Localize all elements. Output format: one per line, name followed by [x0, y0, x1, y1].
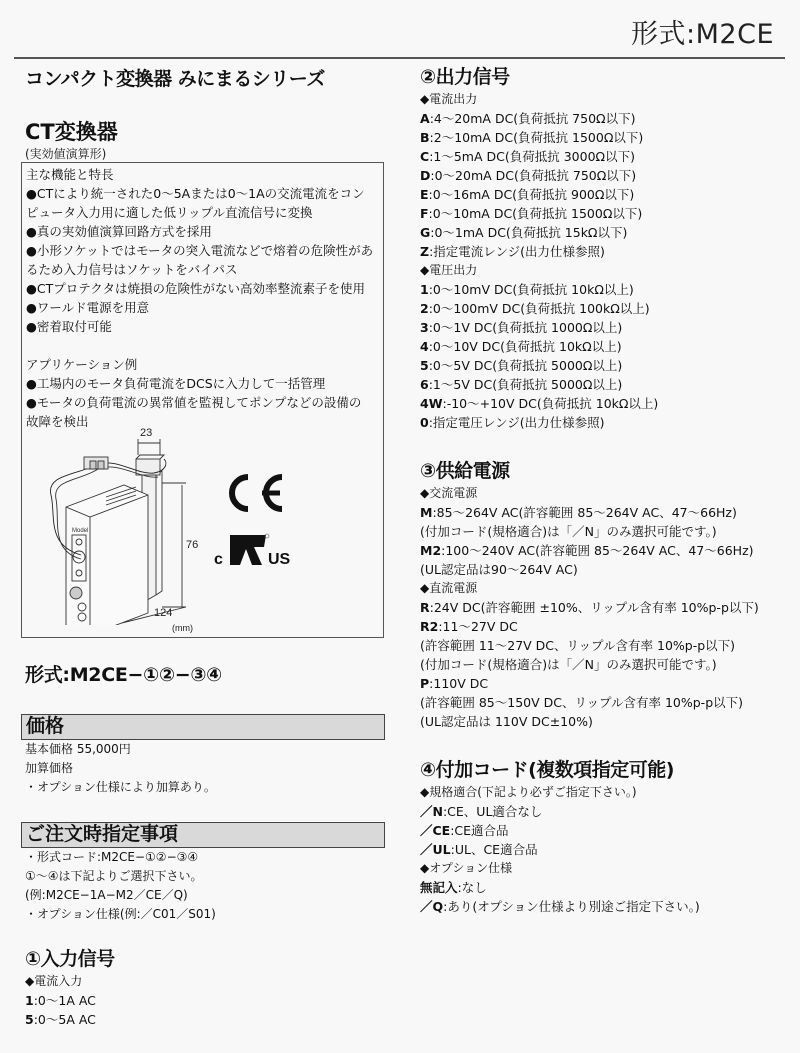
power-item: (付加コード(規格適合)は「／N」のみ選択可能です。) — [420, 524, 717, 539]
output-item: C:1～5mA DC(負荷抵抗 3000Ω以下) — [420, 149, 635, 164]
additional-code-heading: ④付加コード(複数項指定可能) — [420, 759, 674, 781]
power-item: (付加コード(規格適合)は「／N」のみ選択可能です。) — [420, 657, 717, 672]
feature-line: ●CTプロテクタは焼損の危険性がない高効率整流素子を使用 — [26, 281, 366, 296]
price-line: ・オプション仕様により加算あり。 — [25, 780, 216, 794]
output-item: 4W:-10～+10V DC(負荷抵抗 10kΩ以上) — [420, 396, 659, 411]
order-line: ・オプション仕様(例:／C01／S01) — [25, 907, 216, 921]
dim-width: 23 — [140, 427, 153, 439]
output-heading: ②出力信号 — [420, 66, 510, 88]
output-item: 4:0～10V DC(負荷抵抗 10kΩ以上) — [420, 339, 622, 354]
output-item: A:4～20mA DC(負荷抵抗 750Ω以下) — [420, 111, 636, 126]
product-subtitle: (実効値演算形) — [25, 147, 107, 161]
ce-mark-icon — [218, 471, 288, 515]
order-line: ・形式コード:M2CE−①②−③④ — [25, 850, 199, 864]
output-item: 0:指定電圧レンジ(出力仕様参照) — [420, 415, 605, 430]
right-column — [420, 64, 800, 916]
power-item: R2:11～27V DC — [420, 619, 518, 634]
application-line: ●モータの負荷電流の異常値を監視してポンプなどの設備の — [26, 395, 362, 410]
price-line: 基本価格 55,000円 — [25, 742, 131, 756]
dc-power-sub: ◆直流電源 — [420, 581, 478, 595]
output-item: D:0～20mA DC(負荷抵抗 750Ω以下) — [420, 168, 637, 183]
input-item: 5:0～5A AC — [25, 1012, 96, 1027]
output-item: 3:0～1V DC(負荷抵抗 1000Ω以上) — [420, 320, 623, 335]
features-heading: 主な機能と特長 — [26, 167, 114, 182]
feature-line: ●小形ソケットではモータの突入電流などで熔着の危険性があ — [26, 243, 374, 258]
additional-item: ／CE:CE適合品 — [420, 823, 509, 838]
power-heading: ③供給電源 — [420, 460, 510, 482]
order-block — [25, 848, 216, 924]
output-item: 5:0～5V DC(負荷抵抗 5000Ω以上) — [420, 358, 623, 373]
power-item: R:24V DC(許容範囲 ±10%、リップル含有率 10%p-p以下) — [420, 600, 759, 615]
power-item: (許容範囲 85～150V DC、リップル含有率 10%p-p以下) — [420, 695, 744, 710]
header-divider — [14, 57, 785, 59]
output-item: 1:0～10mV DC(負荷抵抗 10kΩ以上) — [420, 282, 634, 297]
power-item: M2:100～240V AC(許容範囲 85～264V AC、47～66Hz) — [420, 543, 754, 558]
additional-item: ／Q:あり(オプション仕様より別途ご指定下さい。) — [420, 899, 700, 914]
application-heading: アプリケーション例 — [26, 357, 138, 372]
feature-line: ●ワールド電源を用意 — [26, 300, 150, 315]
price-block — [25, 740, 216, 797]
current-output-sub: ◆電流出力 — [420, 92, 478, 106]
voltage-output-sub: ◆電圧出力 — [420, 263, 478, 277]
svg-text:Model: Model — [72, 528, 89, 534]
dim-unit: (mm) — [172, 623, 193, 633]
output-item: B:2～10mA DC(負荷抵抗 1500Ω以下) — [420, 130, 644, 145]
price-heading: 価格 — [21, 714, 385, 740]
additional-item: 無記入:なし — [420, 880, 487, 895]
options-sub: ◆オプション仕様 — [420, 861, 513, 875]
power-item: (許容範囲 11～27V DC、リップル含有率 10%p-p以下) — [420, 638, 736, 653]
power-item: (UL認定品は90～264V AC) — [420, 562, 578, 577]
standards-sub: ◆規格適合(下記より必ずご指定下さい。) — [420, 785, 637, 799]
output-item: F:0～10mA DC(負荷抵抗 1500Ω以下) — [420, 206, 643, 221]
additional-item: ／UL:UL、CE適合品 — [420, 842, 538, 857]
model-title: 形式:M2CE — [631, 19, 774, 50]
input-item: 1:0～1A AC — [25, 993, 96, 1008]
order-heading: ご注文時指定事項 — [21, 822, 385, 848]
input-heading: ①入力信号 — [25, 948, 115, 970]
series-title: コンパクト変換器 みにまるシリーズ — [25, 68, 325, 90]
power-item: P:110V DC — [420, 676, 489, 691]
feature-line: ●密着取付可能 — [26, 319, 112, 334]
ul-mark-icon: c US — [214, 533, 304, 573]
product-title: CT変換器 — [25, 120, 118, 144]
dim-depth: 124 — [154, 607, 173, 619]
application-line: 故障を検出 — [26, 414, 89, 429]
feature-line: ●CTにより統一された0～5Aまたは0～1Aの交流電流をコン — [26, 186, 365, 201]
feature-line: るため入力信号はソケットをバイパス — [26, 262, 238, 277]
output-item: Z:指定電流レンジ(出力仕様参照) — [420, 244, 605, 259]
product-figure — [36, 427, 376, 633]
order-line: (例:M2CE−1A−M2／CE／Q) — [25, 888, 188, 902]
form-code-heading: 形式:M2CE−①②−③④ — [25, 664, 222, 686]
input-sub: ◆電流入力 — [25, 974, 83, 988]
input-signal-block — [25, 946, 115, 1029]
feature-line: ●真の実効値演算回路方式を採用 — [26, 224, 212, 239]
output-item: E:0～16mA DC(負荷抵抗 900Ω以下) — [420, 187, 635, 202]
ac-power-sub: ◆交流電源 — [420, 486, 478, 500]
feature-line: ピュータ入力用に適した低リップル直流信号に変換 — [26, 205, 313, 220]
output-item: 2:0～100mV DC(負荷抵抗 100kΩ以上) — [420, 301, 650, 316]
feature-box — [21, 162, 384, 638]
output-item: 6:1～5V DC(負荷抵抗 5000Ω以上) — [420, 377, 623, 392]
output-item: G:0～1mA DC(負荷抵抗 15kΩ以下) — [420, 225, 628, 240]
application-line: ●工場内のモータ負荷電流をDCSに入力して一括管理 — [26, 376, 326, 391]
power-item: M:85～264V AC(許容範囲 85～264V AC、47～66Hz) — [420, 505, 737, 520]
left-column — [25, 64, 385, 163]
power-item: (UL認定品は 110V DC±10%) — [420, 714, 593, 729]
product-illustration — [36, 435, 236, 625]
order-line: ①～④は下記よりご選択下さい。 — [25, 869, 203, 883]
price-line: 加算価格 — [25, 761, 74, 775]
dim-height: 76 — [186, 539, 199, 551]
additional-item: ／N:CE、UL適合なし — [420, 804, 543, 819]
